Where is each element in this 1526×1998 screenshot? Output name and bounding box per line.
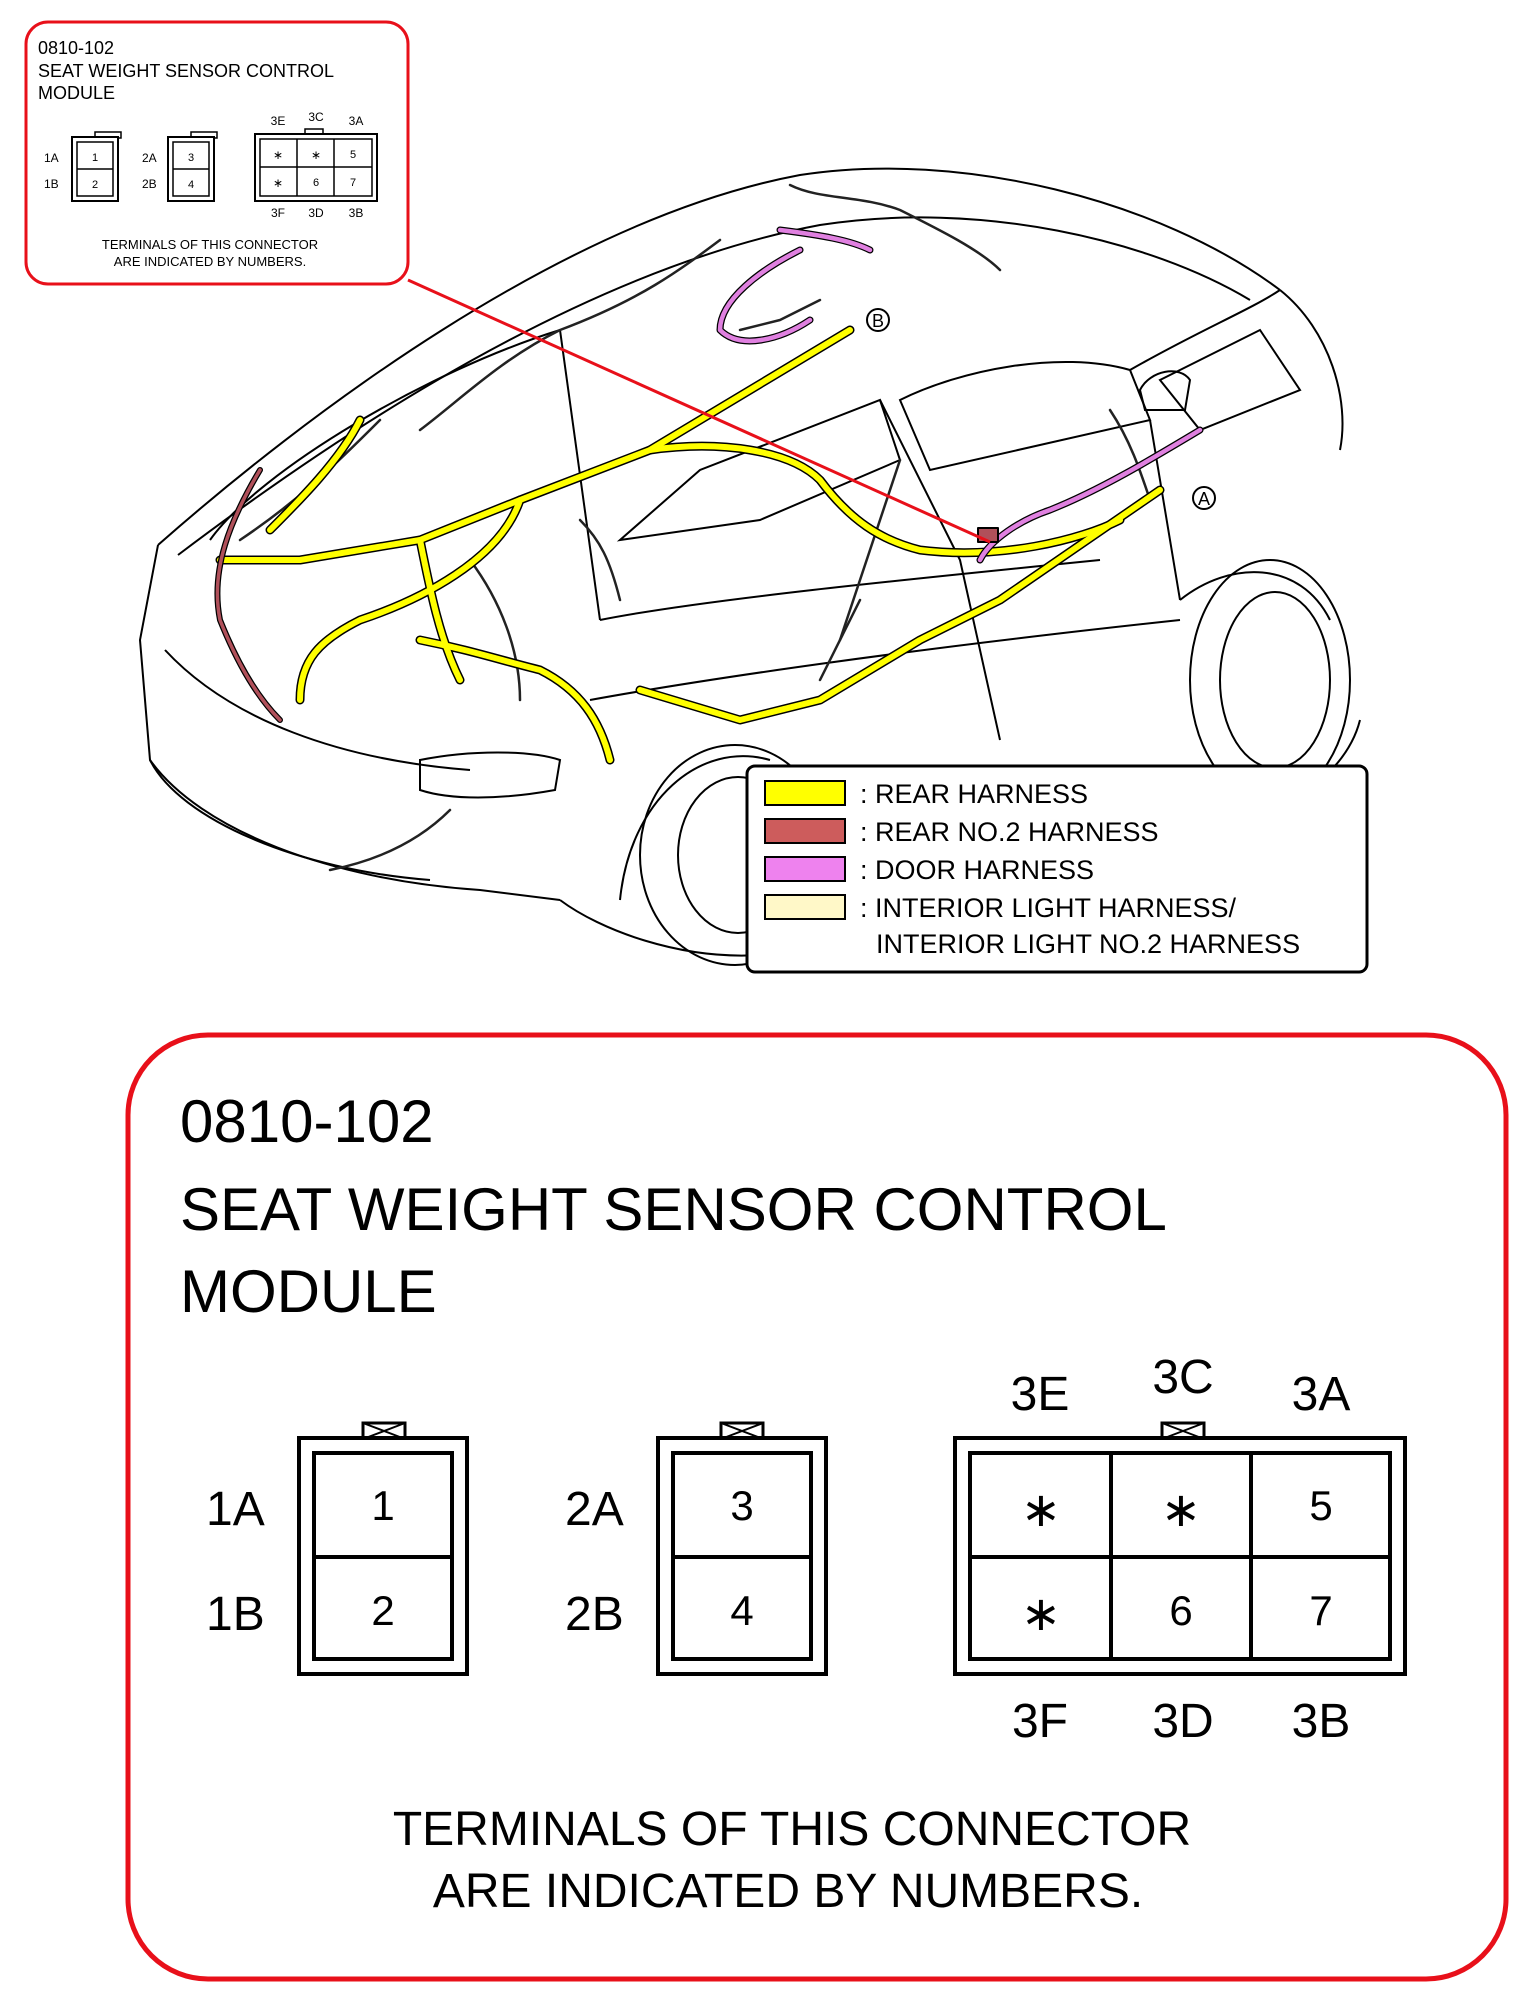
legend-label-interior-2: INTERIOR LIGHT NO.2 HARNESS <box>876 929 1301 959</box>
small-terminal-3: 3 <box>187 152 195 164</box>
small-row-label-1a: 1A <box>44 151 59 165</box>
terminal-3: 3 <box>730 1482 754 1529</box>
small-note-2: ARE INDICATED BY NUMBERS. <box>113 254 307 269</box>
legend-swatch-rear <box>765 781 845 805</box>
callout-a-label: A <box>1197 489 1211 509</box>
terminal-1: 1 <box>371 1482 395 1529</box>
terminal-6: 6 <box>1169 1587 1193 1634</box>
small-terminal-7: 7 <box>349 177 357 189</box>
label-3a: 3A <box>1291 1368 1351 1421</box>
legend-swatch-door <box>765 857 845 881</box>
small-terminal-6: 6 <box>312 177 320 189</box>
callout-b-label: B <box>871 311 885 331</box>
terminal-5: 5 <box>1309 1482 1333 1529</box>
label-3f: 3F <box>1011 1695 1069 1748</box>
large-connector-panel <box>128 1035 1506 1979</box>
terminal-3f-unused: ∗ <box>1020 1588 1062 1641</box>
row-label-1a: 1A <box>206 1483 265 1536</box>
small-terminal-3c: ∗ <box>310 148 322 162</box>
small-terminal-4: 4 <box>187 179 195 191</box>
small-connector-name-1: SEAT WEIGHT SENSOR CONTROL <box>38 61 335 81</box>
callout-b <box>867 309 889 331</box>
terminal-3e-unused: ∗ <box>1020 1484 1062 1537</box>
small-label-3e: 3E <box>270 114 286 128</box>
small-connector-name-2: MODULE <box>38 83 116 103</box>
label-3c: 3C <box>1152 1351 1214 1404</box>
small-row-label-1b: 1B <box>44 177 59 191</box>
connector-name-2: MODULE <box>180 1258 437 1325</box>
small-terminal-2: 2 <box>91 179 99 191</box>
small-note-1: TERMINALS OF THIS CONNECTOR <box>101 237 319 252</box>
legend-label-rear: : REAR HARNESS <box>860 779 1089 809</box>
small-terminal-3f: ∗ <box>272 176 284 190</box>
label-3d: 3D <box>1152 1695 1214 1748</box>
label-3e: 3E <box>1010 1368 1070 1421</box>
legend-label-door: : DOOR HARNESS <box>860 855 1095 885</box>
connector-note-2: ARE INDICATED BY NUMBERS. <box>432 1865 1144 1918</box>
connector-note-1: TERMINALS OF THIS CONNECTOR <box>392 1803 1192 1856</box>
row-label-2a: 2A <box>565 1483 624 1536</box>
terminal-7: 7 <box>1309 1587 1333 1634</box>
small-label-3c: 3C <box>308 110 324 124</box>
terminal-4: 4 <box>730 1587 754 1634</box>
small-terminal-1: 1 <box>91 152 99 164</box>
small-terminal-3e: ∗ <box>272 148 284 162</box>
connector-name-1: SEAT WEIGHT SENSOR CONTROL <box>180 1176 1167 1243</box>
legend-label-rear-no2: : REAR NO.2 HARNESS <box>860 817 1159 847</box>
leader-line <box>408 280 990 542</box>
row-label-1b: 1B <box>206 1588 265 1641</box>
small-label-3a: 3A <box>348 114 364 128</box>
legend-swatch-interior <box>765 895 845 919</box>
small-label-3d: 3D <box>308 206 324 220</box>
connector-code: 0810-102 <box>180 1088 434 1155</box>
legend-swatch-rear-no2 <box>765 819 845 843</box>
label-3b: 3B <box>1291 1695 1351 1748</box>
small-terminal-5: 5 <box>349 149 357 161</box>
terminal-2: 2 <box>371 1587 395 1634</box>
small-row-label-2a: 2A <box>142 151 157 165</box>
callout-a <box>1193 487 1215 509</box>
small-label-3b: 3B <box>348 206 364 220</box>
small-connector-panel <box>26 22 408 284</box>
legend-label-interior: : INTERIOR LIGHT HARNESS/ <box>860 893 1237 923</box>
row-label-2b: 2B <box>565 1588 624 1641</box>
harness-legend <box>747 766 1367 972</box>
small-label-3f: 3F <box>270 206 286 220</box>
small-connector-code: 0810-102 <box>38 38 115 58</box>
small-row-label-2b: 2B <box>142 177 157 191</box>
terminal-3c-unused: ∗ <box>1160 1484 1202 1537</box>
